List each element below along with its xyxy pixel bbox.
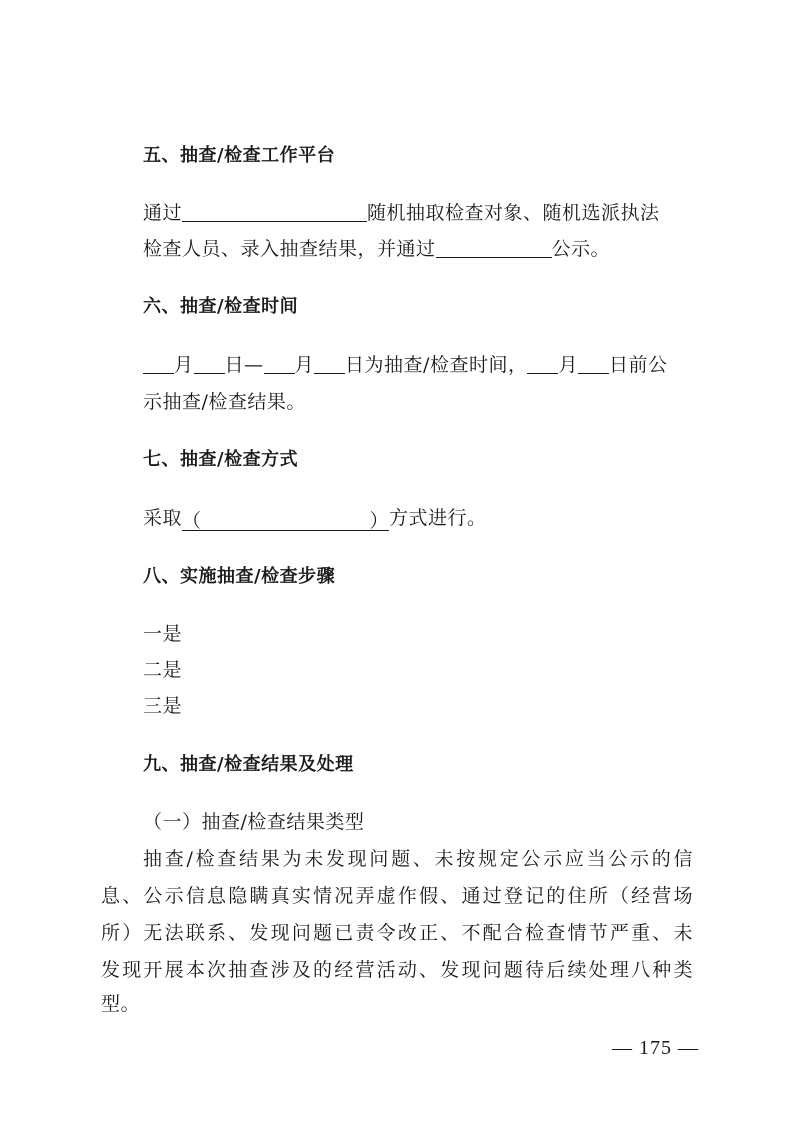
text-segment: 日为抽查/检查时间， [345,354,528,376]
fill-in-blank-publish-platform[interactable] [436,237,552,258]
text-segment: 月 [174,354,194,376]
fill-in-blank-platform[interactable] [182,201,367,222]
text-segment: 月 [558,354,578,376]
section-9-paragraph-line-5: 型。 [101,993,141,1015]
section-7-paragraph [143,505,487,531]
section-5-paragraph-line-2 [143,236,610,262]
text-segment: 通过 [143,202,183,224]
text-segment: 采取 [143,507,183,529]
section-5-heading: 五、抽查/检查工作平台 [143,145,336,166]
text-segment: 方式进行。 [389,507,487,529]
fill-in-blank-publish-month[interactable] [527,353,558,374]
section-7-heading: 七、抽查/检查方式 [143,449,299,470]
text-segment: 检查人员、录入抽查结果，并通过 [143,238,436,260]
fill-in-blank-method[interactable] [182,508,389,531]
section-6-heading: 六、抽查/检查时间 [143,296,299,317]
text-segment: 随机抽取检查对象、随机选派执法 [367,202,660,224]
section-9-paragraph-line-1: 抽查/检查结果为未发现问题、未按规定公示应当公示的信 [143,848,693,870]
section-5-paragraph-line-1 [143,200,660,226]
date-range-dash: — [244,354,264,376]
text-segment: 公示。 [551,238,611,260]
text-segment: 日前公 [608,354,668,376]
section-9-paragraph-line-3: 所）无法联系、发现问题已责令改正、不配合检查情节严重、未 [101,922,693,944]
fill-in-blank-start-month[interactable] [143,353,174,374]
page-number: — 175 — [612,1037,699,1059]
section-9-paragraph-line-2: 息、公示信息隐瞒真实情况弄虚作假、通过登记的住所（经营场 [101,885,693,907]
fill-in-blank-end-day[interactable] [314,353,345,374]
close-paren: ） [369,510,390,532]
section-9-paragraph-line-4: 发现开展本次抽查涉及的经营活动、发现问题待后续处理八种类 [101,959,693,981]
section-9-heading: 九、抽查/检查结果及处理 [143,754,354,775]
step-item-1: 一是 [143,623,183,645]
open-paren: （ [182,510,202,532]
section-6-paragraph-line-1 [143,352,667,378]
fill-in-blank-publish-day[interactable] [578,353,609,374]
step-item-2: 二是 [143,659,183,681]
section-9-subheading: （一）抽查/检查结果类型 [143,811,365,833]
text-segment: 日 [224,354,245,376]
step-item-3: 三是 [143,695,183,717]
section-8-heading: 八、实施抽查/检查步骤 [143,566,336,587]
fill-in-blank-start-day[interactable] [194,353,225,374]
section-6-paragraph-line-2: 示抽查/检查结果。 [143,391,306,413]
fill-in-blank-end-month[interactable] [264,353,295,374]
text-segment: 月 [294,354,315,376]
